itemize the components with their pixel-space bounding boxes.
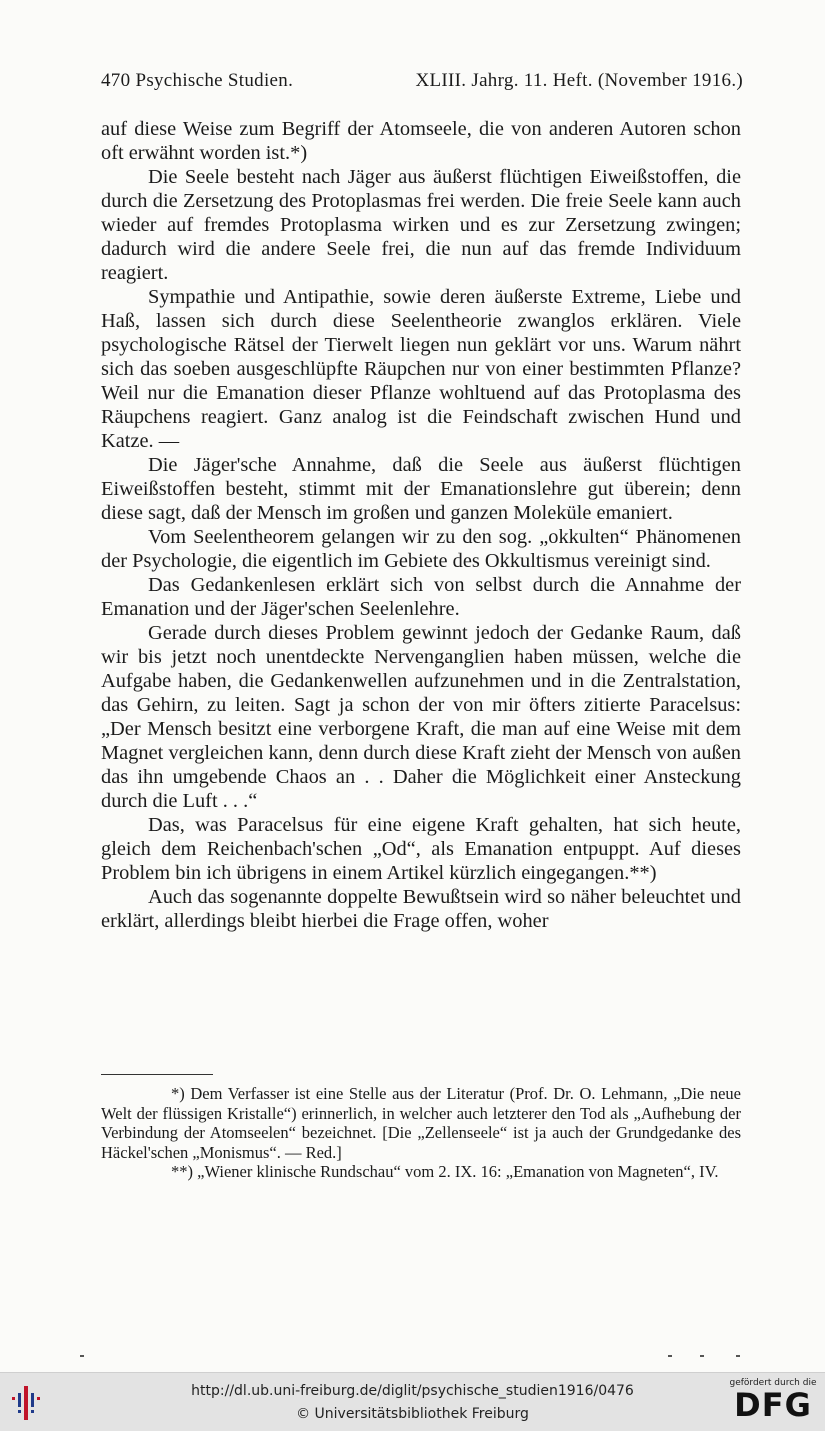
main-text — [101, 117, 741, 933]
paragraph: Vom Seelentheorem gelangen wir zu den sog. „okkulten“ Phänomenen der Psychologie, die eigentlich im Gebiete des Okkultismus vereinigt sind. — [101, 526, 741, 572]
header-right: XLIII. Jahrg. 11. Heft. (November 1916.) — [415, 70, 743, 91]
scan-specks — [0, 1355, 825, 1365]
speck — [668, 1355, 672, 1357]
running-header — [101, 70, 743, 92]
paragraph: Gerade durch dieses Problem gewinnt jedoch der Gedanke Raum, daß wir bis jetzt noch unentdeckte Nervenganglien haben müssen, welche die Aufgabe haben, die Gedankenwellen aufzunehmen und in die Zentralstation, das Gehirn, zu leiten. Sagt ja schon der von mir öfters zitierte Paracelsus: „Der Mensch besitzt eine verborgene Kraft, die man auf eine Weise mit dem Magnet vergleichen kann, denn durch diese Kraft zieht der Mensch von außen das ihn umgebende Chaos an . . Daher die Möglichkeit einer Ansteckung durch die Luft . . .“ — [101, 622, 741, 812]
copyright-notice: © Universitätsbibliothek Freiburg — [296, 1406, 529, 1422]
paragraph: Sympathie und Antipathie, sowie deren äußerste Extreme, Liebe und Haß, lassen sich durch diese Seelentheorie zwanglos erklären. Viele psychologische Rätsel der Tierwelt liegen nun geklärt vor uns. Warum nährt sich das soeben ausgeschlüpfte Räupchen nur von einer bestimmten Pflanze? Weil nur die Emanation dieser Pflanze wohltuend auf das Protoplasma des Räupchens reagiert. Ganz analog ist die Feindschaft zwischen Hund und Katze. — — [101, 286, 741, 452]
viewer-footer — [0, 1372, 825, 1431]
source-url-link[interactable]: http://dl.ub.uni-freiburg.de/diglit/psychische_studien1916/0476 — [191, 1383, 634, 1399]
speck — [736, 1355, 740, 1357]
speck — [80, 1355, 84, 1357]
paragraph: Das Gedankenlesen erklärt sich von selbst durch die Annahme der Emanation und der Jäger'schen Seelenlehre. — [101, 574, 741, 620]
dfg-logo[interactable] — [728, 1378, 818, 1428]
footnotes — [101, 1084, 741, 1182]
footnote: **) „Wiener klinische Rundschau“ vom 2. IX. 16: „Emanation von Magneten“, IV. — [171, 1162, 719, 1181]
paragraph: Die Seele besteht nach Jäger aus äußerst flüchtigen Eiweißstoffen, die durch die Zersetzung des Protoplasmas frei werden. Die freie Seele kann auch wieder auf fremdes Protoplasma wirken und es zur Zersetzung zwingen; dadurch wird die andere Seele frei, die nun auf das fremde Individuum reagiert. — [101, 166, 741, 284]
paragraph: auf diese Weise zum Begriff der Atomseele, die von anderen Autoren schon oft erwähnt worden ist.*) — [101, 118, 741, 164]
footnote: *) Dem Verfasser ist eine Stelle aus der Literatur (Prof. Dr. O. Lehmann, „Die neue Welt der flüssigen Kristalle“) erinnerlich, in welcher auch letzterer den Tod als „Aufhebung der Verbindung der Atomseelen“ bezeichnet. [Die „Zellenseele“ ist ja auch der Grundgedanke des Häckel'schen „Monismus“. — Red.] — [101, 1084, 741, 1162]
paragraph: Auch das sogenannte doppelte Bewußtsein wird so näher beleuchtet und erklärt, allerdings bleibt hierbei die Frage offen, woher — [101, 886, 741, 932]
paragraph: Das, was Paracelsus für eine eigene Kraft gehalten, hat sich heute, gleich dem Reichenbach'schen „Od“, als Emanation entpuppt. Auf dieses Problem bin ich übrigens in einem Artikel kürzlich eingegangen.**) — [101, 814, 741, 884]
dfg-logo-text: DFG — [734, 1386, 812, 1424]
speck — [700, 1355, 704, 1357]
header-left: 470 Psychische Studien. — [101, 70, 294, 91]
footnote-divider — [101, 1074, 213, 1075]
dfg-funding-label: gefördert durch die — [729, 1378, 817, 1388]
paragraph: Die Jäger'sche Annahme, daß die Seele aus äußerst flüchtigen Eiweißstoffen besteht, stimmt mit der Emanationslehre gut überein; denn diese sagt, daß der Mensch im großen und ganzen Moleküle emaniert. — [101, 454, 741, 524]
